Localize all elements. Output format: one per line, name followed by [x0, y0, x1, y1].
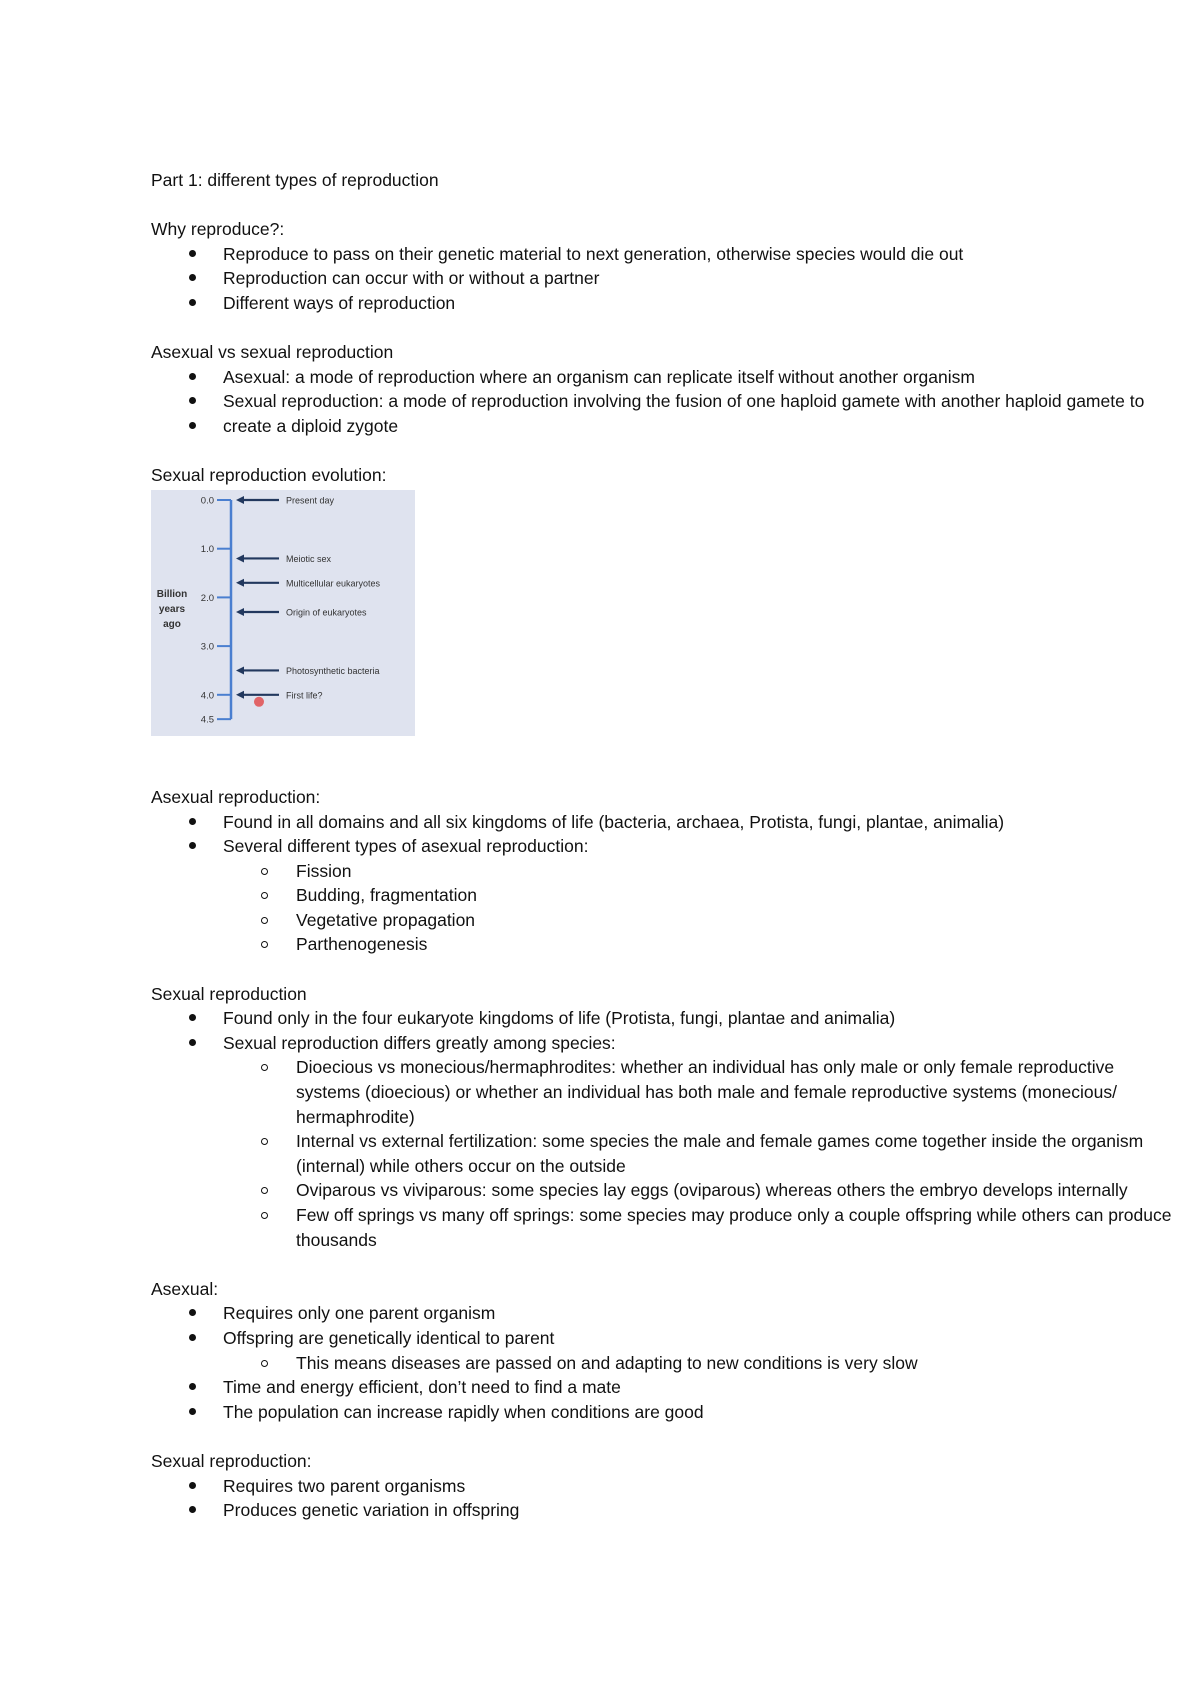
list-item: Offspring are genetically identical to parent — [151, 1326, 1200, 1351]
list-item: Several different types of asexual reproduction: — [151, 834, 1200, 859]
timeline-event-arrowhead — [236, 496, 244, 504]
sub-list-item: This means diseases are passed on and adapting to new conditions is very slow — [151, 1351, 1200, 1376]
asexual-vs-sexual-list — [151, 365, 1200, 439]
asexual-heading: Asexual: — [151, 1278, 219, 1299]
timeline-event-arrowhead — [236, 554, 244, 562]
sub-list-continuation: thousands — [296, 1229, 377, 1250]
asexual-reproduction-heading: Asexual reproduction: — [151, 786, 321, 807]
list-item: Reproduction can occur with or without a partner — [151, 266, 1200, 291]
asexual-reproduction-list — [151, 810, 1200, 958]
sub-list-item: Budding, fragmentation — [151, 883, 1200, 908]
sub-list-item: Few off springs vs many off springs: some species may produce only a couple offspring while others can produce — [151, 1203, 1200, 1228]
sub-list-item: Oviparous vs viviparous: some species lay eggs (oviparous) whereas others the embryo develops internally — [151, 1178, 1200, 1203]
timeline-event-label: Multicellular eukaryotes — [286, 578, 381, 589]
sexual-reproduction-heading: Sexual reproduction — [151, 983, 307, 1004]
timeline-event-arrowhead — [236, 666, 244, 674]
timeline-event-label: First life? — [286, 690, 323, 701]
timeline-tick-label: 4.0 — [200, 690, 214, 702]
timeline-event-arrowhead — [236, 608, 244, 616]
list-item: Found in all domains and all six kingdoms of life (bacteria, archaea, Protista, fungi, plantae, animalia) — [151, 810, 1200, 835]
why-reproduce-heading: Why reproduce?: — [151, 219, 285, 240]
timeline-event-label: Present day — [286, 495, 335, 506]
sub-list-item: Dioecious vs monecious/hermaphrodites: whether an individual has only male or only female reproductive — [151, 1055, 1200, 1080]
asexual-list — [151, 1301, 1200, 1424]
axis-label-line3: ago — [163, 618, 181, 630]
sexual-reproduction-list — [151, 1006, 1200, 1252]
list-item: Asexual: a mode of reproduction where an organism can replicate itself without another organism — [151, 365, 1200, 390]
list-item: Requires two parent organisms — [151, 1474, 1200, 1499]
timeline-tick-label: 4.5 — [200, 714, 214, 726]
sexual-list — [151, 1474, 1200, 1523]
axis-label-line2: years — [158, 603, 186, 615]
timeline-tick-label: 0.0 — [200, 495, 214, 507]
list-item: Found only in the four eukaryote kingdoms of life (Protista, fungi, plantae and animalia) — [151, 1006, 1200, 1031]
cursor-dot — [254, 697, 264, 707]
sub-list-continuation: (internal) while others occur on the outside — [296, 1155, 626, 1176]
sub-list-continuation: systems (dioecious) or whether an individual has both male and female reproductive systems (monecious/ — [296, 1082, 1117, 1103]
list-item: Sexual reproduction: a mode of reproduction involving the fusion of one haploid gamete with another haploid gamete to — [151, 389, 1200, 414]
list-item: Sexual reproduction differs greatly among species: — [151, 1031, 1200, 1056]
part1-title: Part 1: different types of reproduction — [151, 170, 439, 190]
sub-list-item: Internal vs external fertilization: some species the male and female games come together inside the organism — [151, 1129, 1200, 1154]
timeline-event-arrowhead — [236, 691, 244, 699]
timeline-tick-label: 2.0 — [200, 592, 214, 604]
evolution-timeline-figure — [151, 490, 415, 736]
sub-list-item: Vegetative propagation — [151, 908, 1200, 933]
sub-list-item: Parthenogenesis — [151, 932, 1200, 957]
timeline-event-arrowhead — [236, 579, 244, 587]
continuation-text: create a diploid zygote — [223, 415, 399, 436]
sub-list-continuation: hermaphrodite) — [296, 1106, 415, 1127]
list-item: Time and energy efficient, don’t need to find a mate — [151, 1375, 1200, 1400]
axis-label-line1: Billion — [156, 588, 188, 600]
timeline-tick-label: 3.0 — [200, 641, 214, 653]
why-reproduce-list — [151, 242, 1200, 316]
list-item: Different ways of reproduction — [151, 291, 1200, 316]
list-item: Requires only one parent organism — [151, 1301, 1200, 1326]
timeline-svg — [151, 490, 415, 736]
sexual-heading: Sexual reproduction: — [151, 1450, 312, 1471]
list-item: The population can increase rapidly when conditions are good — [151, 1400, 1200, 1425]
timeline-event-label: Origin of eukaryotes — [286, 607, 367, 618]
list-item: Reproduce to pass on their genetic material to next generation, otherwise species would die out — [151, 242, 1200, 267]
list-item-continuation — [151, 414, 1200, 439]
timeline-event-label: Meiotic sex — [286, 553, 332, 564]
evolution-heading: Sexual reproduction evolution: — [151, 465, 387, 486]
asexual-vs-sexual-heading: Asexual vs sexual reproduction — [151, 342, 394, 363]
sub-list-item: Fission — [151, 859, 1200, 884]
timeline-event-label: Photosynthetic bacteria — [286, 665, 380, 676]
document-page — [151, 168, 1200, 1523]
list-item: Produces genetic variation in offspring — [151, 1498, 1200, 1523]
timeline-tick-label: 1.0 — [200, 543, 214, 555]
